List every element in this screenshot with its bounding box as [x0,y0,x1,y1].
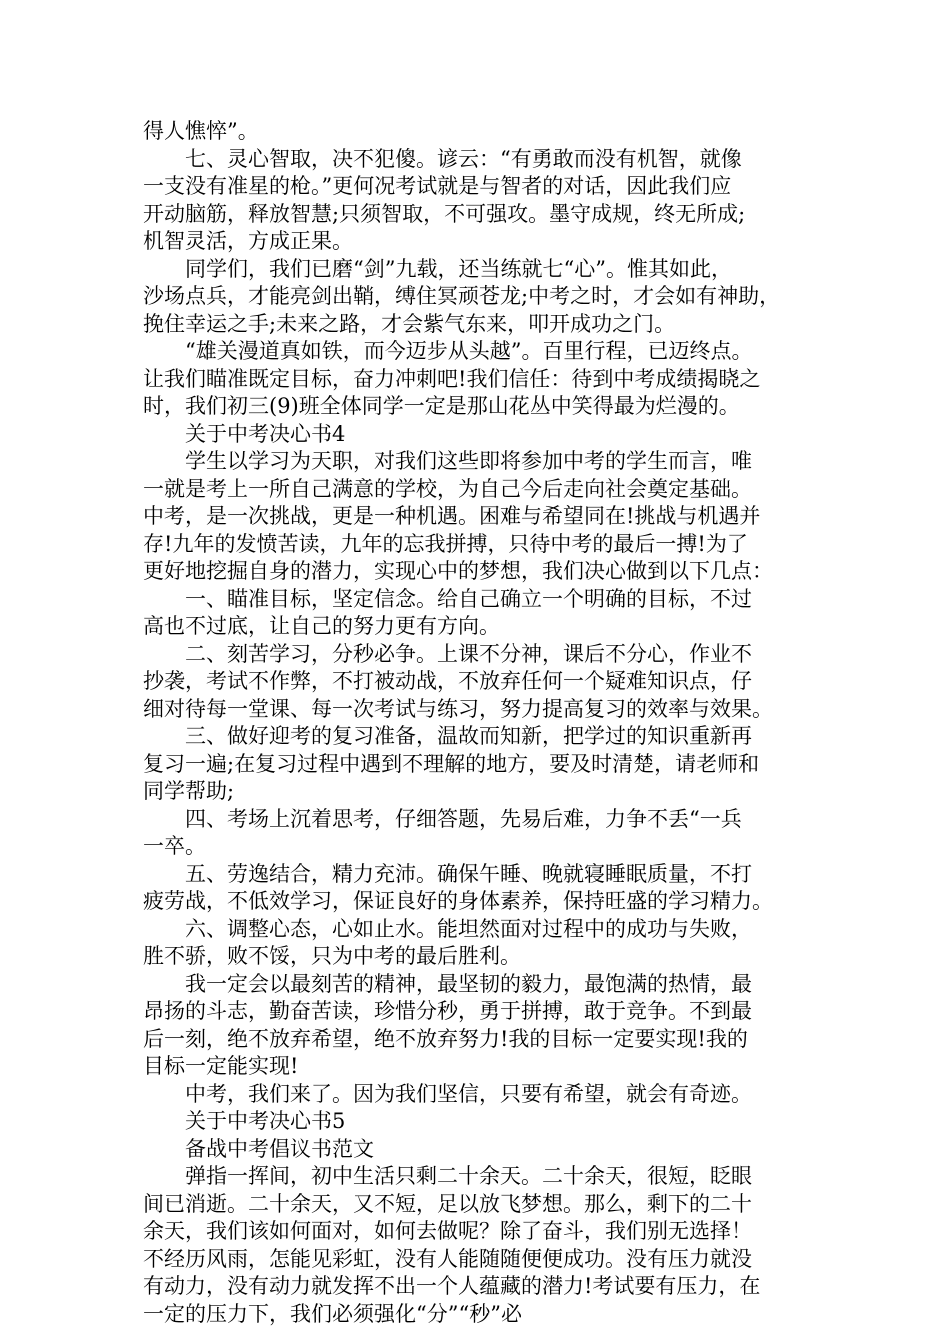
text-line: 后一刻，绝不放弃希望，绝不放弃努力!我的目标一定要实现!我的 [143,1026,748,1051]
paragraph [143,146,815,256]
text-line: “雄关漫道真如铁，而今迈步从头越”。百里行程，已迈终点。 [143,339,753,363]
text-line: 一支没有准星的枪。”更何况考试就是与智者的对话，因此我们应 [143,174,732,198]
text-line: 挽住幸运之手;未来之路，才会紫气东来，叩开成功之门。 [143,311,676,336]
paragraph [143,641,815,724]
text-line: 疲劳战，不低效学习，保证良好的身体素养，保持旺盛的学习精力。 [143,889,773,913]
text-line: 关于中考决心书5 [143,1109,346,1133]
text-line: 中考，我们来了。因为我们坚信，只要有希望，就会有奇迹。 [143,1081,752,1106]
paragraph [143,1136,815,1164]
text-line: 同学帮助; [143,779,235,803]
paragraph [143,806,815,861]
text-line: 二、刻苦学习，分秒必争。上课不分神，课后不分心，作业不 [143,641,752,666]
paragraph [143,256,815,339]
paragraph [143,421,815,449]
paragraph [143,338,815,421]
paragraph [143,1081,815,1109]
text-line: 存!九年的发愤苦读，九年的忘我拼搏，只待中考的最后一搏!为了 [143,531,748,556]
text-line: 中考，是一次挑战，更是一种机遇。困难与希望同在!挑战与机遇并 [143,504,761,528]
text-line: 昂扬的斗志，勤奋苦读，珍惜分秒，勇于拼搏，敢于竞争。不到最 [143,999,752,1023]
text-line: 五、劳逸结合，精力充沛。确保午睡、晚就寝睡眠质量，不打 [143,861,752,886]
text-line: 开动脑筋，释放智慧;只须智取，不可强攻。墨守成规，终无所成; [143,201,746,226]
text-line: 四、考场上沉着思考，仔细答题，先易后难，力争不丢“一兵 [143,806,742,831]
document-body [143,118,815,1328]
text-line: 我一定会以最刻苦的精神，最坚韧的毅力，最饱满的热情，最 [143,971,752,996]
text-line: 备战中考倡议书范文 [143,1136,374,1161]
text-line: 细对待每一堂课、每一次考试与练习，努力提高复习的效率与效果。 [143,696,773,721]
text-line: 关于中考决心书4 [143,421,346,446]
paragraph [143,971,815,1081]
text-line: 一卒。 [143,834,206,858]
text-line: 沙场点兵，才能亮剑出鞘，缚住冥顽苍龙;中考之时，才会如有神助， [143,284,781,308]
text-line: 同学们，我们已磨“剑”九载，还当练就七“心”。惟其如此， [143,256,732,281]
text-line: 不经历风雨，怎能见彩虹，没有人能随随便便成功。没有压力就没 [143,1246,752,1271]
text-line: 一、瞄准目标，坚定信念。给自己确立一个明确的目标，不过 [143,586,752,611]
text-line: 有动力，没有动力就发挥不出一个人蕴藏的潜力!考试要有压力，在 [143,1274,761,1298]
text-line: 更好地挖掘自身的潜力，实现心中的梦想，我们决心做到以下几点： [143,559,773,583]
text-line: 让我们瞄准既定目标，奋力冲刺吧!我们信任：待到中考成绩揭晓之 [143,366,761,391]
text-line: 机智灵活，方成正果。 [143,229,353,253]
text-line: 目标一定能实现! [143,1054,299,1078]
text-line: 时，我们初三(9)班全体同学一定是那山花丛中笑得最为烂漫的。 [143,394,740,418]
paragraph [143,1163,815,1328]
paragraph [143,118,815,146]
paragraph [143,448,815,586]
text-line: 高也不过底，让自己的努力更有方向。 [143,614,500,638]
text-line: 三、做好迎考的复习准备，温故而知新，把学过的知识重新再 [143,724,752,748]
text-line: 间已消逝。二十余天，又不短，足以放飞梦想。那么，剩下的二十 [143,1191,752,1216]
paragraph [143,916,815,971]
text-line: 七、灵心智取，决不犯傻。谚云：“有勇敢而没有机智，就像 [143,146,742,171]
text-line: 余天，我们该如何面对，如何去做呢？除了奋斗，我们别无选择！ [143,1219,752,1243]
text-line: 一定的压力下，我们必须强化“分”“秒”必 [143,1301,522,1326]
text-line: 得人憔悴”。 [143,119,259,143]
paragraph [143,586,815,641]
text-line: 学生以学习为天职，对我们这些即将参加中考的学生而言，唯 [143,449,752,473]
paragraph [143,861,815,916]
text-line: 复习一遍;在复习过程中遇到不理解的地方，要及时清楚，请老师和 [143,751,760,776]
text-line: 抄袭，考试不作弊，不打被动战，不放弃任何一个疑难知识点，仔 [143,669,752,693]
text-line: 六、调整心态，心如止水。能坦然面对过程中的成功与失败， [143,916,752,941]
paragraph [143,1108,815,1136]
paragraph [143,723,815,806]
text-line: 弹指一挥间，初中生活只剩二十余天。二十余天，很短，眨眼 [143,1164,752,1188]
text-line: 一就是考上一所自己满意的学校，为自己今后走向社会奠定基础。 [143,476,752,501]
text-line: 胜不骄，败不馁，只为中考的最后胜利。 [143,944,521,968]
